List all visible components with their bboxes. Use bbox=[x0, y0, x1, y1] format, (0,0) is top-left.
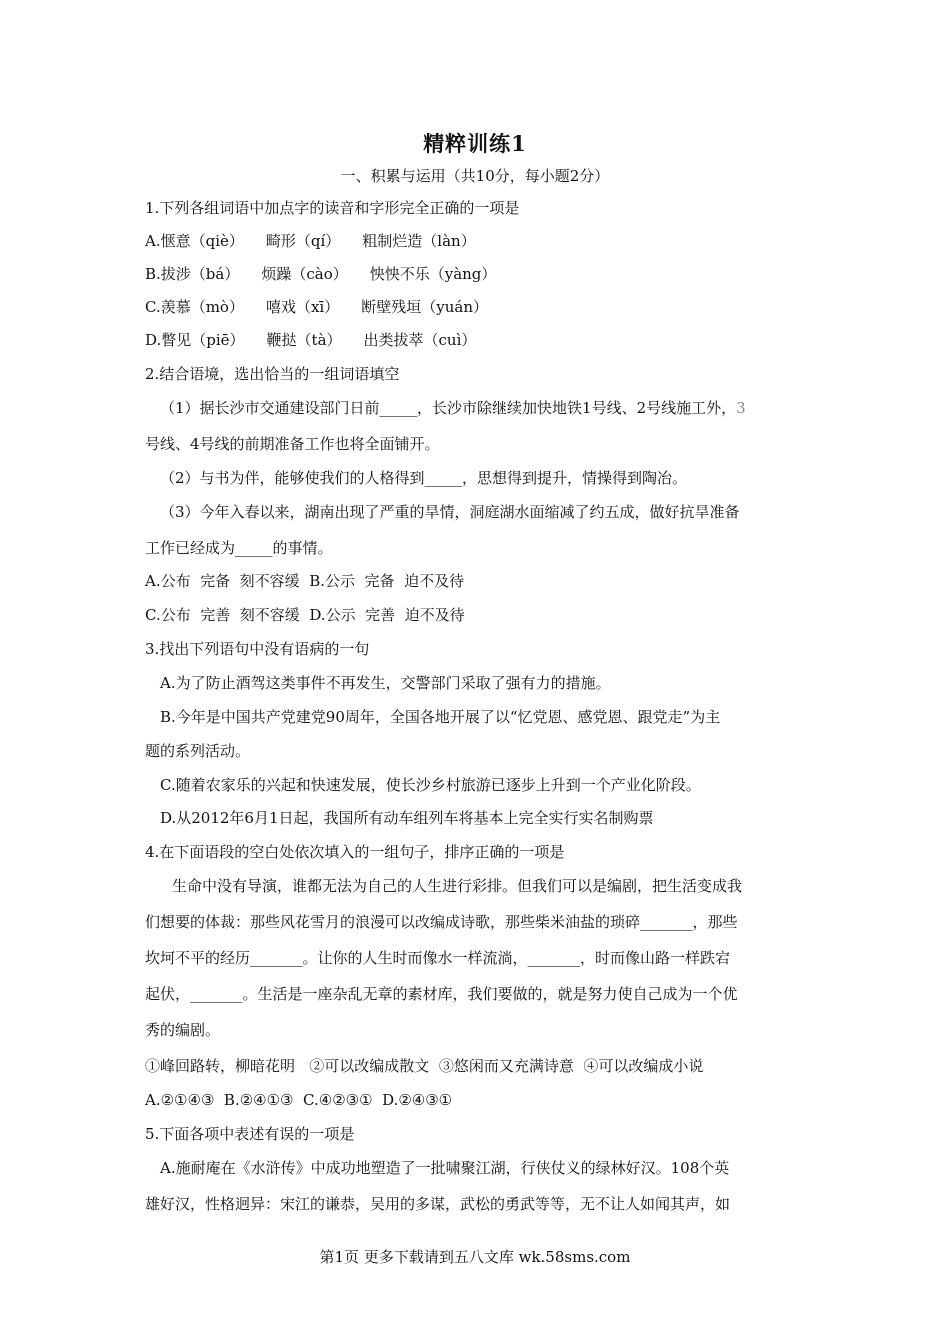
q1-c-item-2: 嘻戏（xī） bbox=[265, 298, 340, 316]
q1-b-item-2: 烦躁（cào） bbox=[261, 265, 348, 283]
q1-c-item-1: C.羡慕（mò） bbox=[145, 298, 244, 316]
question-3-stem: 3.找出下列语句中没有语病的一句 bbox=[145, 640, 370, 658]
q3-option-c: C.随着农家乐的兴起和快速发展，使长沙乡村旅游已逐步上升到一个产业化阶段。 bbox=[160, 776, 701, 794]
q4-options: A.②①④③ B.②④①③ C.④②③① D.②④③① bbox=[145, 1091, 453, 1109]
q5-option-a-cont: 雄好汉，性格迥异：宋江的谦恭，吴用的多谋，武松的勇武等等，无不让人如闻其声，如 bbox=[145, 1195, 731, 1213]
q4-passage-line-5: 秀的编剧。 bbox=[145, 1021, 221, 1039]
question-5-stem: 5.下面各项中表述有误的一项是 bbox=[145, 1125, 355, 1143]
q1-a-item-1: A.惬意（qiè） bbox=[145, 232, 244, 250]
q1-b-item-3: 怏怏不乐（yàng） bbox=[369, 265, 497, 283]
q4-passage-line-2: 们想要的体裁：那些风花雪月的浪漫可以改编成诗歌，那些柴米油盐的琐碎_______，那些 bbox=[145, 913, 738, 931]
q1-a-item-3: 粗制烂造（làn） bbox=[362, 232, 476, 250]
q2-sentence-2: （2）与书为伴，能够使我们的人格得到_____，思想得到提升，情操得到陶冶。 bbox=[160, 469, 688, 487]
q2-sentence-3-cont: 工作已经成为_____的事情。 bbox=[145, 539, 333, 557]
q1-option-c bbox=[145, 297, 488, 317]
q4-choices: ①峰回路转，柳暗花明 ②可以改编成散文 ③悠闲而又充满诗意 ④可以改编成小说 bbox=[145, 1057, 704, 1075]
q1-option-d bbox=[145, 330, 476, 350]
q5-option-a: A.施耐庵在《水浒传》中成功地塑造了一批啸聚江湖，行侠仗义的绿林好汉。108个英 bbox=[160, 1159, 730, 1177]
question-4-stem: 4.在下面语段的空白处依次填入的一组句子，排序正确的一项是 bbox=[145, 843, 565, 861]
q1-d-item-3: 出类拔萃（cuì） bbox=[363, 331, 477, 349]
q2-options-ab: A.公布 完备 刻不容缓 B.公示 完备 迫不及待 bbox=[145, 572, 465, 590]
q1-b-item-1: B.拔涉（bá） bbox=[145, 265, 240, 283]
q3-option-b: B.今年是中国共产党建党90周年，全国各地开展了以“忆党恩、感党恩、跟党走”为主 bbox=[160, 708, 721, 726]
question-1-stem: 1.下列各组词语中加点字的读音和字形完全正确的一项是 bbox=[145, 199, 520, 217]
q2-sentence-1-cont: 号线、4号线的前期准备工作也将全面铺开。 bbox=[145, 435, 440, 453]
q2-options-cd: C.公布 完善 刻不容缓 D.公示 完善 迫不及待 bbox=[145, 606, 465, 624]
q2-sentence-3: （3）今年入春以来，湖南出现了严重的旱情，洞庭湖水面缩减了约五成，做好抗旱准备 bbox=[160, 503, 740, 521]
page-title: 精粹训练1 bbox=[423, 131, 527, 156]
question-2-stem: 2.结合语境，选出恰当的一组词语填空 bbox=[145, 365, 400, 383]
q1-c-item-3: 断壁残垣（yuán） bbox=[361, 298, 488, 316]
section-heading: 一、积累与运用（共10分，每小题2分） bbox=[340, 167, 610, 185]
q4-passage-line-4: 起伏，_______。生活是一座杂乱无章的素材库，我们要做的，就是努力使自己成为一个优 bbox=[145, 985, 738, 1003]
q1-d-item-1: D.瞥见（piē） bbox=[145, 331, 245, 349]
page-footer: 第1页 更多下载请到五八文库 wk.58sms.com bbox=[319, 1248, 631, 1266]
q1-option-b bbox=[145, 264, 496, 284]
q1-option-a bbox=[145, 231, 476, 251]
q2-s1-number: 3 bbox=[736, 399, 746, 417]
q1-d-item-2: 鞭挞（tà） bbox=[266, 331, 342, 349]
q4-passage-line-3: 坎坷不平的经历_______。让你的人生时而像水一样流淌，_______，时而像山路一样跌宕 bbox=[145, 949, 731, 967]
q3-option-a: A.为了防止酒驾这类事件不再发生，交警部门采取了强有力的措施。 bbox=[160, 674, 611, 692]
q2-s1-text: （1）据长沙市交通建设部门日前_____，长沙市除继续加快地铁1号线、2号线施工外， bbox=[160, 399, 737, 417]
q3-option-d: D.从2012年6月1日起，我国所有动车组列车将基本上完全实行实名制购票 bbox=[160, 809, 654, 827]
q4-passage-line-1: 生命中没有导演，谁都无法为自己的人生进行彩排。但我们可以是编剧，把生活变成我 bbox=[172, 877, 743, 895]
q2-sentence-1 bbox=[160, 398, 746, 418]
q1-a-item-2: 畸形（qí） bbox=[265, 232, 341, 250]
q3-option-b-cont: 题的系列活动。 bbox=[145, 742, 251, 760]
